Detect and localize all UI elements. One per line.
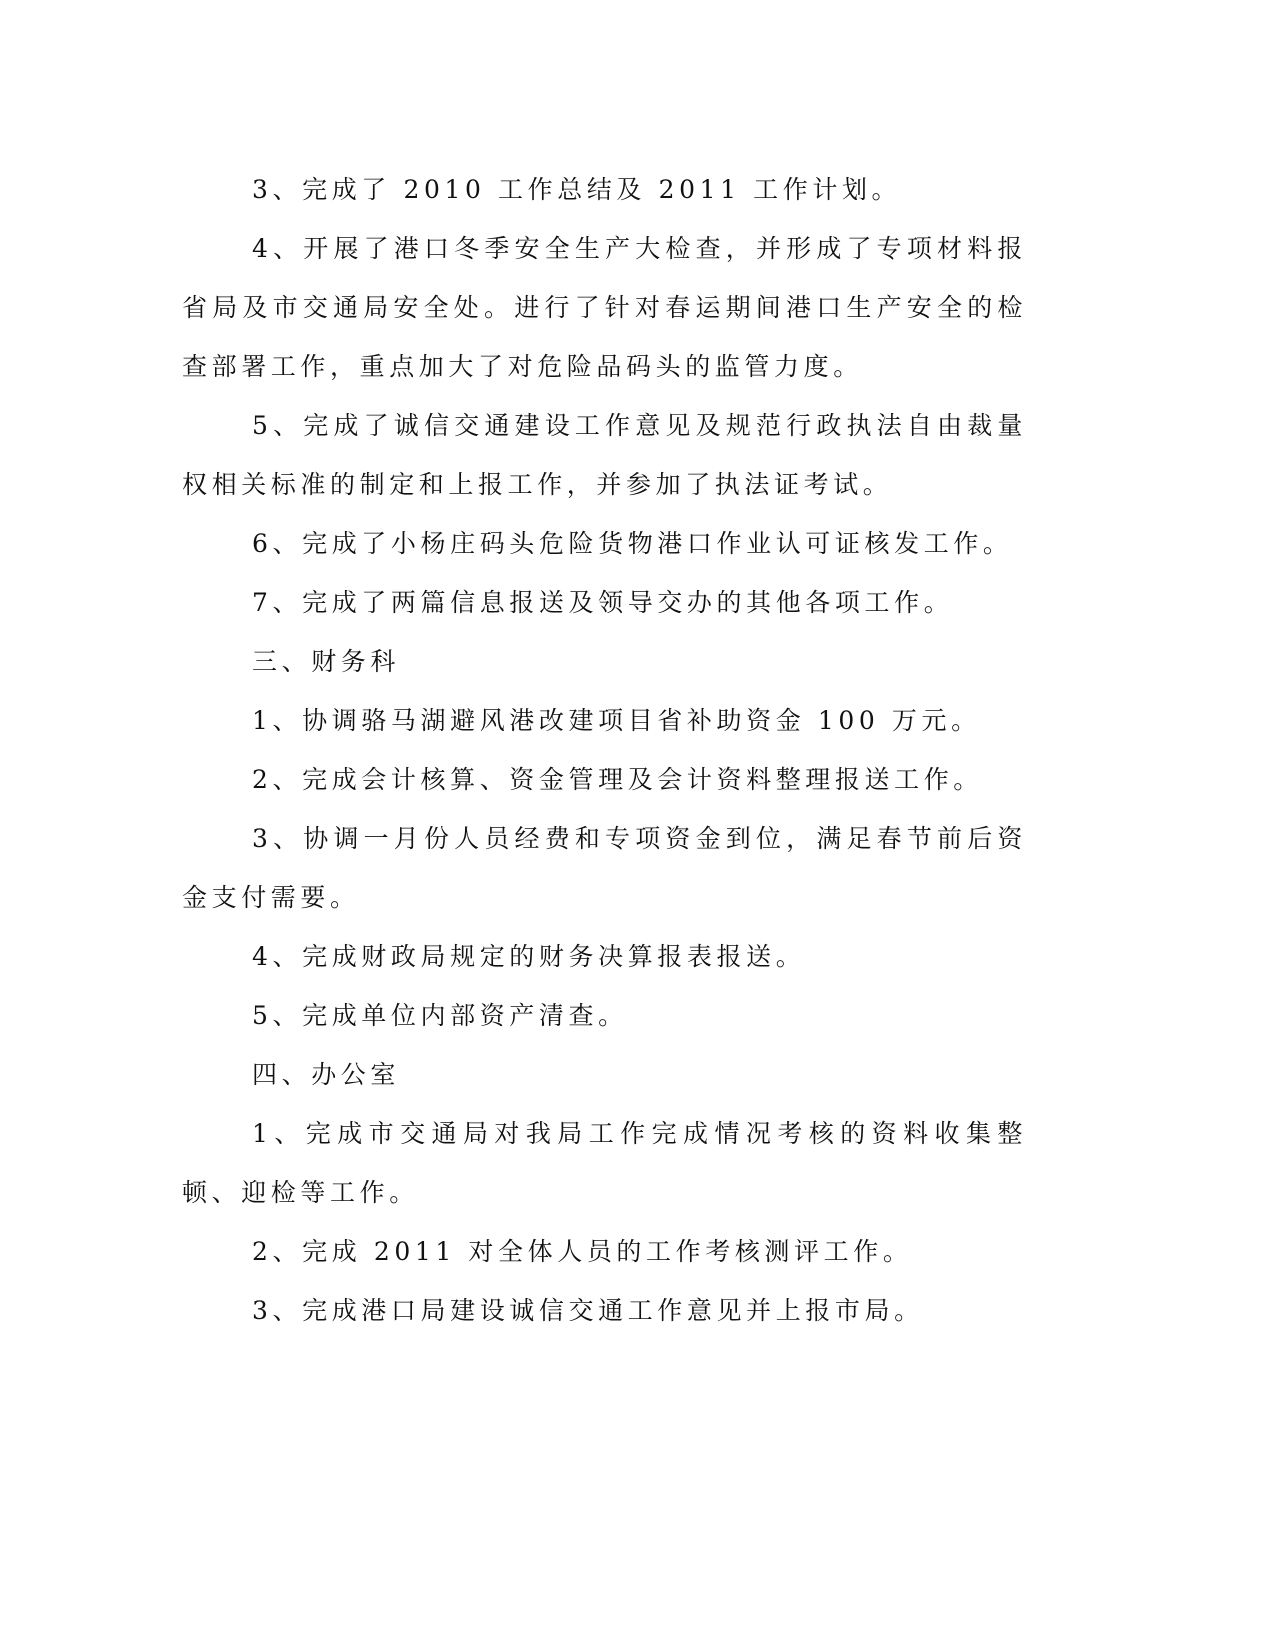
paragraph-item-4-port-safety-inspection: 4、开展了港口冬季安全生产大检查，并形成了专项材料报省局及市交通局安全处。进行了针对春运期间港口生产安全的检查部署工作，重点加大了对危险品码头的监管力度。 — [182, 234, 1027, 381]
paragraph-item-5-integrity-traffic: 5、完成了诚信交通建设工作意见及规范行政执法自由裁量权相关标准的制定和上报工作，并参加了执法证考试。 — [182, 411, 1027, 499]
section-heading-office: 四、办公室 — [252, 1060, 401, 1089]
document-body — [182, 160, 1027, 1340]
paragraph-office-item-1: 1、完成市交通局对我局工作完成情况考核的资料收集整顿、迎检等工作。 — [182, 1119, 1027, 1207]
paragraph-finance-item-2: 2、完成会计核算、资金管理及会计资料整理报送工作。 — [252, 765, 983, 794]
paragraph-finance-item-4: 4、完成财政局规定的财务决算报表报送。 — [252, 942, 806, 971]
paragraph-item-3-summary-plan: 3、完成了 2010 工作总结及 2011 工作计划。 — [252, 175, 902, 204]
paragraph-finance-item-5: 5、完成单位内部资产清查。 — [252, 1001, 628, 1030]
paragraph-item-7-information-reporting: 7、完成了两篇信息报送及领导交办的其他各项工作。 — [252, 588, 954, 617]
section-heading-finance: 三、财务科 — [252, 647, 401, 676]
paragraph-office-item-2: 2、完成 2011 对全体人员的工作考核测评工作。 — [252, 1237, 913, 1266]
paragraph-finance-item-3: 3、协调一月份人员经费和专项资金到位，满足春节前后资金支付需要。 — [182, 824, 1027, 912]
paragraph-office-item-3: 3、完成港口局建设诚信交通工作意见并上报市局。 — [252, 1296, 924, 1325]
paragraph-finance-item-1: 1、协调骆马湖避风港改建项目省补助资金 100 万元。 — [252, 706, 981, 735]
paragraph-item-6-dangerous-goods-permit: 6、完成了小杨庄码头危险货物港口作业认可证核发工作。 — [252, 529, 1013, 558]
